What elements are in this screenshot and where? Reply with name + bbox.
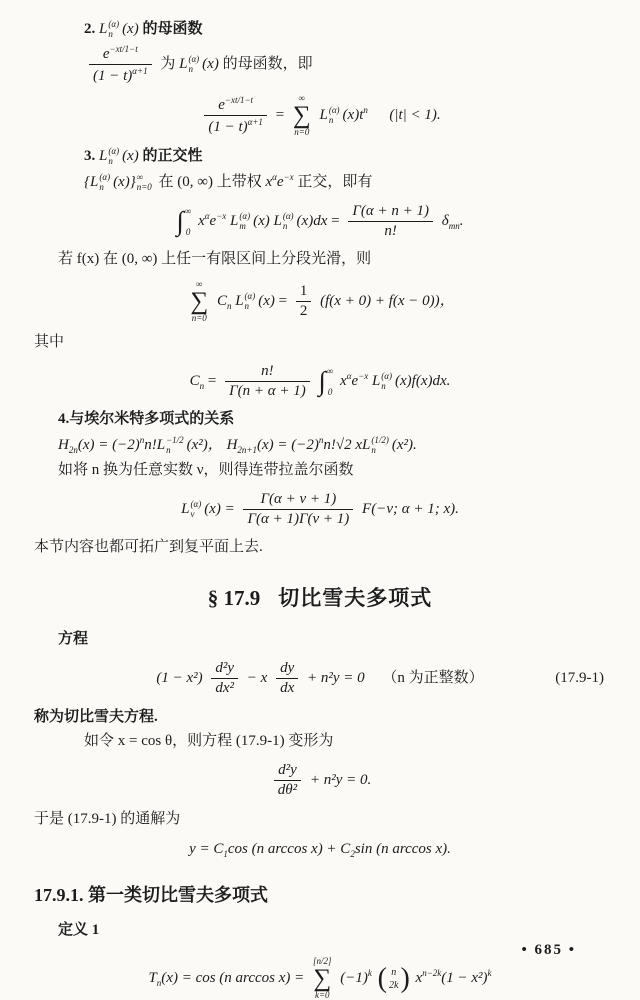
laguerre-symbol: L (α) n $(x)t^n$: [319, 104, 368, 125]
orthogonality-equation: [34, 203, 606, 241]
qizhong-label: 其中: [34, 334, 65, 350]
power-term: $x^{n-2k}(1 - x^2)^k$: [415, 968, 492, 987]
item-4-heading: 4.与埃尔米特多项式的关系: [58, 411, 235, 428]
section-title: 切比雪夫多项式: [278, 586, 433, 611]
math-arg: (x): [122, 21, 139, 37]
weight-function: $x^\alpha e^{-x}$: [198, 210, 227, 229]
equals-sign: =: [207, 372, 217, 389]
transformed-equation: [34, 762, 606, 800]
equation-intro-label: 方程: [58, 631, 89, 648]
derivative-fraction: $\frac{\text{d²y}}{\text{dx²}}$: [211, 660, 238, 698]
sign-factor: $(-1)^k$: [340, 968, 372, 987]
coefficient-symbol: $C_n$: [189, 372, 205, 391]
math-term: + n²y = 0.: [309, 772, 372, 789]
definition-label: 定义 1: [58, 921, 100, 938]
equation-name-line: 称为切比雪夫方程.: [34, 708, 158, 725]
gamma-fraction: $\frac{\Gamma(\alpha + \nu + 1)}{\Gamma(\alpha + 1)\Gamma(\nu + 1)}$: [243, 491, 353, 529]
equals-sign: =: [275, 107, 285, 124]
item-2-heading: [84, 19, 606, 41]
weight-function: $x^\alpha e^{-x}$: [340, 370, 369, 389]
integer-note: （n 为正整数）: [382, 670, 484, 687]
chebyshev-symbol: $T_n(x) = \cos (n$ arccos x) =: [148, 970, 305, 989]
general-solution-equation: [34, 839, 606, 861]
generating-function-fraction: [89, 44, 152, 86]
chebyshev-equation: [34, 660, 606, 698]
subsection-number: 17.9.1.: [34, 884, 84, 905]
kronecker-delta: $\delta_{mn}$.: [441, 212, 464, 231]
item-3-number: 3.: [84, 148, 96, 165]
piecewise-smooth-statement: 若 f(x) 在 (0, ∞) 上任一有限区间上分段光滑，则: [58, 251, 372, 268]
laguerre-symbol-m: L (α) m (x): [230, 210, 270, 231]
summation: ∞ ∑ n=0: [190, 279, 209, 323]
page-number: • 685 •: [521, 942, 576, 958]
equation-number: (17.9-1): [555, 670, 604, 687]
associated-laguerre-equation: [34, 491, 606, 529]
laguerre-symbol: L (α) n (x)f(x)dx.: [371, 370, 451, 391]
text-weight: 在 (0, ∞) 上带权: [158, 174, 262, 190]
laguerre-symbol-n: L (α) n (x)dx: [273, 210, 328, 231]
text-tail: 的母函数，即: [222, 55, 313, 72]
gamma-fraction: $\frac{n!}{\Gamma(n + \alpha + 1)}$: [225, 363, 310, 401]
substitution-line: 如令 x = cos θ，则方程 (17.9-1) 变形为: [84, 733, 334, 750]
subsection-title: 第一类切比雪夫多项式: [88, 884, 268, 905]
nu-substitution-line: 如将 n 换为任意实数 ν，则得连带拉盖尔函数: [58, 462, 354, 479]
math-var: e: [102, 45, 110, 62]
gamma-fraction: $\frac{\Gamma(\alpha + n + 1)}{n!}$: [348, 203, 433, 241]
text-wei: 为: [160, 55, 176, 72]
laguerre-symbol: L (α) n (x): [235, 290, 275, 311]
laguerre-symbol: L (α) n (x): [179, 53, 219, 74]
section-heading: [34, 583, 606, 613]
weight-function: $x^\alpha e^{-x}$: [265, 172, 294, 190]
generating-function-fraction: $\frac{e^{-xt/1-t}}{(1 - t)^{\alpha+1}}$: [204, 95, 267, 137]
integral: ∫ ∞ 0: [318, 365, 334, 397]
generating-function-line: [84, 44, 606, 86]
solution-expression: $y = C_1\cos$ (n $\arccos x) + C_2\sin$ (n arccos x).: [189, 841, 451, 860]
hermite-relation: [58, 434, 606, 457]
hermite-odd: $H_{2n+1}(x) = (-2)^nn!√2$ xL (1/2) n (x²).: [226, 434, 417, 455]
binomial-coefficient: ( n 2k ): [377, 962, 410, 994]
general-solution-line: 于是 (17.9-1) 的通解为: [34, 810, 181, 827]
derivative-fraction: $\frac{\text{d²y}}{\text{dθ²}}$: [274, 762, 301, 800]
laguerre-set: {L (α) n (x)} ∞ n=0: [84, 171, 152, 192]
generating-function-equation: [34, 94, 606, 137]
chebyshev-definition-equation: [34, 957, 606, 1000]
series-expansion-equation: [34, 280, 606, 323]
section-number: § 17.9: [207, 586, 261, 611]
math-supsub: (α) n: [108, 18, 120, 39]
series-rhs: (f(x + 0) + f(x − 0))，: [320, 292, 455, 309]
derivative-fraction: $\frac{dy}{dx}$: [276, 660, 298, 698]
text-tail: 正交，即有: [297, 174, 373, 190]
integral: ∫ ∞ 0: [176, 205, 192, 237]
laguerre-nu-symbol: L (α) ν (x) =: [181, 498, 235, 519]
item-3-heading: [84, 146, 606, 168]
summation: [n/2] ∑ k=0: [313, 956, 332, 1000]
orthogonality-statement: [84, 171, 606, 194]
math-term: − x: [246, 670, 268, 687]
laguerre-symbol: [99, 18, 139, 39]
item-2-number: 2.: [84, 21, 96, 37]
math-term: + n²y = 0: [306, 670, 365, 687]
closing-remark: 本节内容也都可拓广到复平面上去.: [34, 539, 263, 556]
coefficient-equation: [34, 363, 606, 401]
math-sup: −xt/1−t: [109, 43, 138, 54]
laguerre-symbol: L (α) n (x): [99, 145, 139, 166]
subsection-heading: [34, 882, 606, 908]
summation: ∞ ∑ n=0: [292, 93, 311, 138]
math-sup: α+1: [132, 66, 148, 76]
item-3-title: 的正交性: [142, 148, 203, 165]
convergence-condition: (|t| < 1).: [389, 107, 441, 124]
hermite-even: $H_{2n}(x) = (-2)^nn!L$ −1/2 n (x²)，: [58, 434, 223, 455]
equals-sign: =: [331, 212, 340, 229]
hypergeometric-term: F(−ν; α + 1; x).: [362, 500, 459, 517]
one-half-fraction: $\frac{1}{2}$: [296, 283, 312, 321]
equals-sign: =: [278, 292, 288, 309]
math-var: (1 − t): [93, 68, 133, 84]
item-2-title: 的母函数: [142, 21, 203, 37]
coefficient-symbol: $C_n$: [216, 292, 232, 311]
math-var: L: [99, 21, 108, 37]
math-term: (1 − x²): [156, 670, 203, 687]
